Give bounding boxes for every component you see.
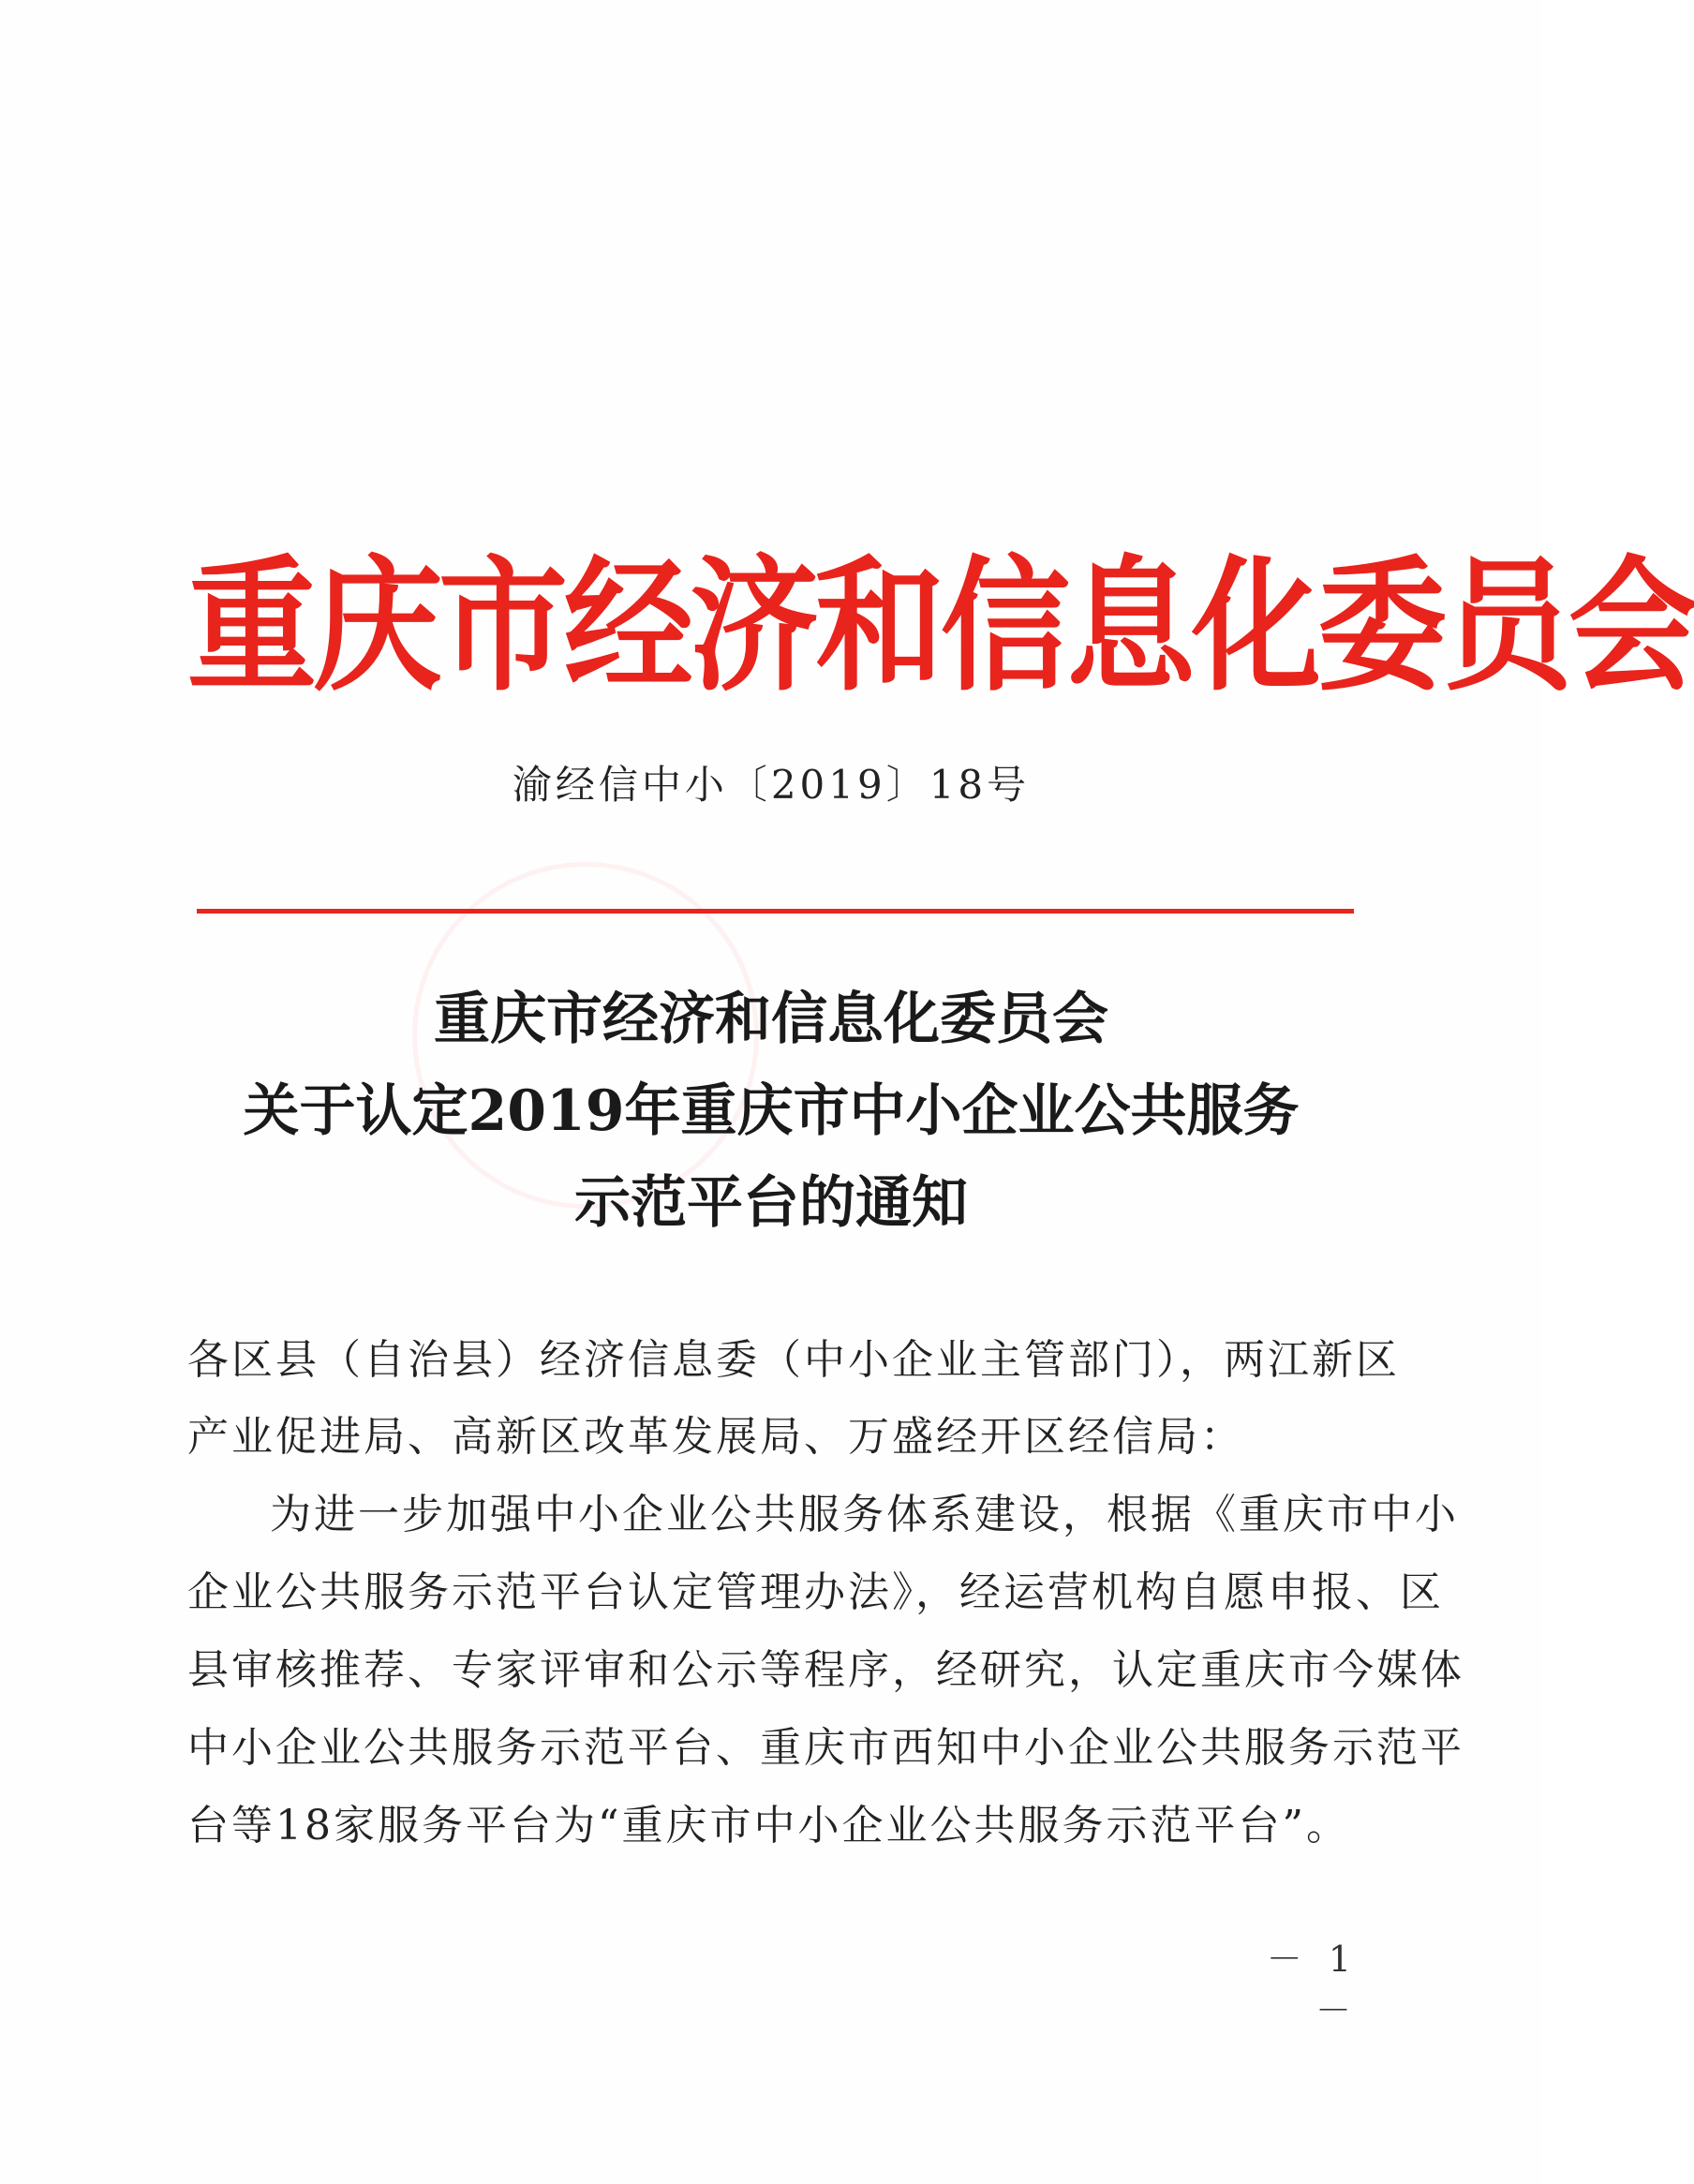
body-line-3: 为进一步加强中小企业公共服务体系建设，根据《重庆市中小 (270, 1491, 1459, 1538)
body-line-2: 产业促进局、高新区改革发展局、万盛经开区经信局： (187, 1413, 1244, 1461)
body-line-5: 县审核推荐、专家评审和公示等程序，经研究，认定重庆市今媒体 (187, 1646, 1464, 1694)
page-number: － 1 － (1266, 1939, 1359, 2031)
body-line-6: 中小企业公共服务示范平台、重庆市西知中小企业公共服务示范平 (187, 1724, 1464, 1772)
issuer-header: 重庆市经济和信息化委员会 (187, 540, 1694, 711)
body-line-7: 台等18家服务平台为“重庆市中小企业公共服务示范平台”。 (187, 1802, 1350, 1850)
red-separator-line (197, 909, 1354, 914)
title-line-3: 示范平台的通知 (574, 1170, 968, 1236)
body-line-1: 各区县（自治县）经济信息委（中小企业主管部门），两江新区 (187, 1336, 1400, 1384)
body-line-4: 企业公共服务示范平台认定管理办法》，经运营机构自愿申报、区 (187, 1568, 1444, 1616)
title-line-1: 重庆市经济和信息化委员会 (434, 987, 1108, 1052)
title-line-2: 关于认定2019年重庆市中小企业公共服务 (243, 1078, 1300, 1144)
document-number: 渝经信中小〔2019〕18号 (512, 762, 1031, 808)
